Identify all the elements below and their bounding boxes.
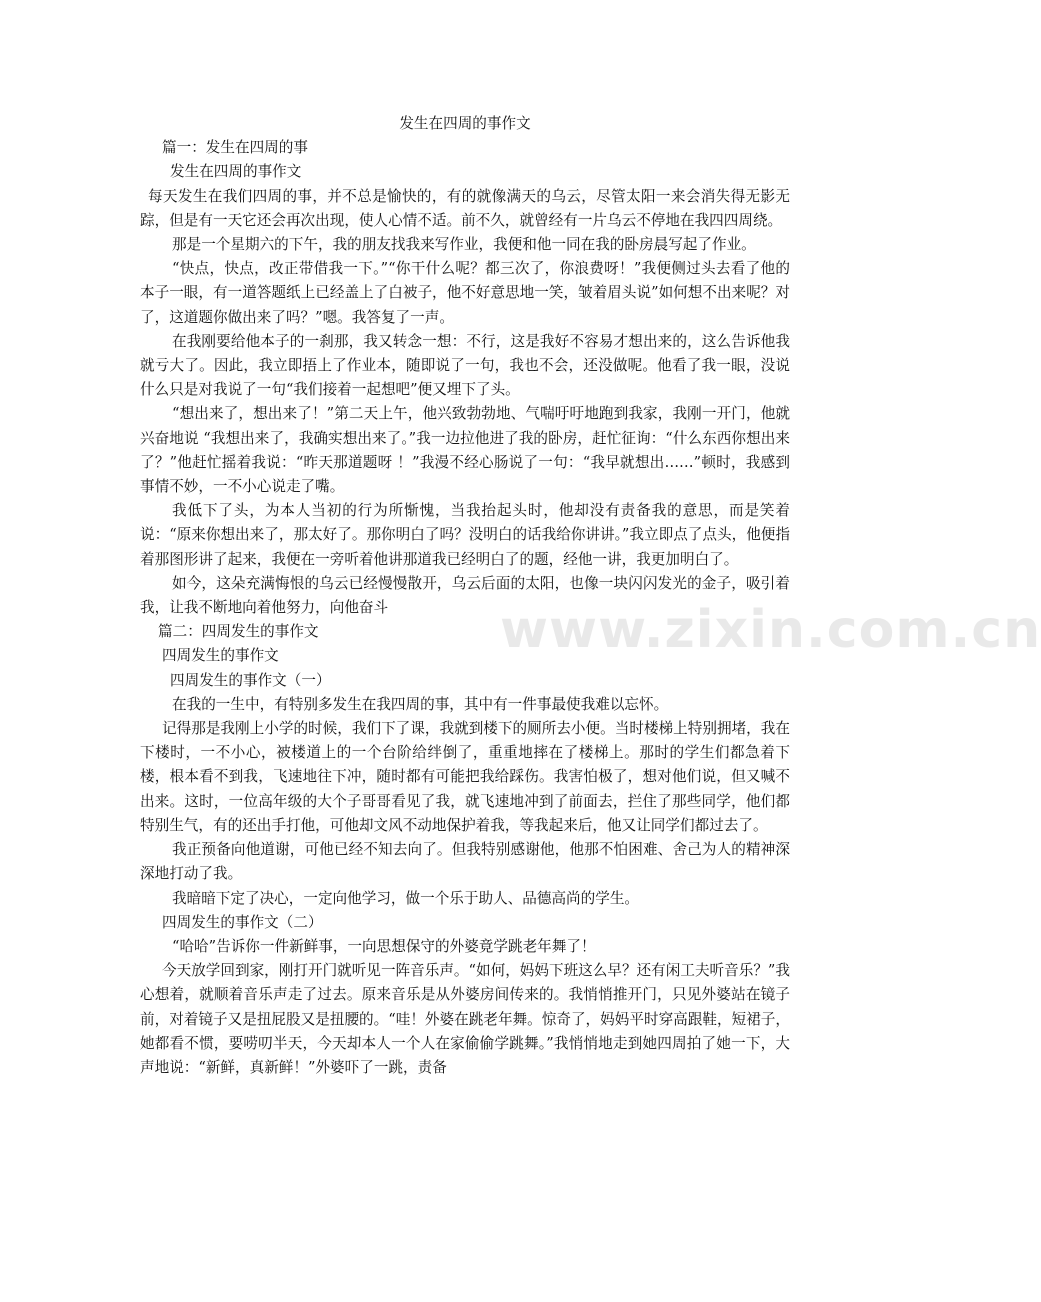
paragraph: 那是一个星期六的下午，我的朋友找我来写作业，我便和他一同在我的卧房晨写起了作业。 <box>172 236 756 254</box>
paragraph: 在我刚要给他本子的一刹那，我又转念一想：不行，这是我好不容易才想出来的，这么告诉他我就亏大了。因此，我立即捂上了作业本，随即说了一句，我也不会，还没做呢。他看了我一眼，没说什么只是对我说了一句“我们接着一起想吧”便又埋下了头。 <box>140 332 790 399</box>
paragraph: 发生在四周的事作文 <box>170 163 302 181</box>
paragraph: 我正预备向他道谢，可他已经不知去向了。但我特别感谢他，他那不怕困难、舍己为人的精神深深地打动了我。 <box>140 841 790 883</box>
paragraph: 四周发生的事作文 <box>162 647 279 665</box>
paragraph: “快点，快点，改正带借我一下。”“你干什么呢？都三次了，你浪费呀！”我便侧过头去看了他的本子一眼，有一道答题纸上已经盖上了白被子，他不好意思地一笑，皱着眉头说”如何想不出来呢？对了，这道题你做出来了吗？”嗯。我答复了一声。 <box>140 260 790 326</box>
paragraph: 篇一：发生在四周的事 <box>162 139 308 157</box>
paragraph: 记得那是我刚上小学的时候，我们下了课，我就到楼下的厕所去小便。当时楼梯上特别拥堵，我在下楼时，一不小心，被楼道上的一个台阶给绊倒了，重重地摔在了楼梯上。那时的学生们都急着下楼，根本看不到我，飞速地往下冲，随时都有可能把我给踩伤。我害怕极了，想对他们说，但又喊不出来。这时，一位高年级的大个子哥哥看见了我，就飞速地冲到了前面去，拦住了那些同学，他们都特别生气，有的还出手打他，可他却文风不动地保护着我，等我起来后，他又让同学们都过去了。 <box>140 720 790 834</box>
paragraph: 在我的一生中，有特别多发生在我四周的事，其中有一件事最使我难以忘怀。 <box>172 695 669 713</box>
paragraph: 我暗暗下定了决心，一定向他学习，做一个乐于助人、品德高尚的学生。 <box>172 889 640 907</box>
document-body <box>140 112 790 1080</box>
paragraph: 篇二：四周发生的事作文 <box>158 623 319 641</box>
page-title: 发生在四周的事作文 <box>399 115 531 132</box>
paragraph: “哈哈”告诉你一件新鲜事，一向思想保守的外婆竟学跳老年舞了！ <box>172 937 596 955</box>
paragraph-list <box>140 136 790 1080</box>
watermark-text: www.zixin.com.cn <box>500 600 1041 660</box>
paragraph: 每天发生在我们四周的事，并不总是愉快的，有的就像满天的乌云，尽管太阳一来会消失得无影无踪，但是有一天它还会再次出现，使人心情不适。前不久，就曾经有一片乌云不停地在我四四周绕。 <box>140 187 790 229</box>
paragraph: 四周发生的事作文（一） <box>170 671 331 689</box>
paragraph: 四周发生的事作文（二） <box>162 913 323 931</box>
paragraph: 如今，这朵充满悔恨的乌云已经慢慢散开，乌云后面的太阳，也像一块闪闪发光的金子，吸引着我，让我不断地向着他努力，向他奋斗 <box>140 574 790 617</box>
paragraph: 今天放学回到家，刚打开门就听见一阵音乐声。“如何，妈妈下班这么早？还有闲工夫听音乐？”我心想着，就顺着音乐声走了过去。原来音乐是从外婆房间传来的。我悄悄推开门，只见外婆站在镜子前，对着镜子又是扭屁股又是扭腰的。“哇！外婆在跳老年舞。惊奇了，妈妈平时穿高跟鞋，短裙子，她都看不惯，要唠叨半天，今天却本人一个人在家偷偷学跳舞。”我悄悄地走到她四周拍了她一下，大声地说：“新鲜，真新鲜！”外婆吓了一跳，责备 <box>140 962 790 1076</box>
paragraph: 我低下了头，为本人当初的行为所惭愧，当我抬起头时，他却没有责备我的意思，而是笑着说：“原来你想出来了，那太好了。那你明白了吗？没明白的话我给你讲讲。”我立即点了点头，他便指着那图形讲了起来，我便在一旁听着他讲那道我已经明白了的题，经他一讲，我更加明白了。 <box>140 502 790 568</box>
paragraph: “想出来了，想出来了！”第二天上午，他兴致勃勃地、气喘吁吁地跑到我家，我刚一开门，他就兴奋地说 “我想出来了，我确实想出来了。”我一边拉他进了我的卧房，赶忙征询：“什么东西你想出来了？”他赶忙摇着我说：“昨天那道题呀 ！”我漫不经心肠说了一句：“我早就想出……”顿时，我感到事情不妙，一不小心说走了嘴。 <box>140 405 790 496</box>
